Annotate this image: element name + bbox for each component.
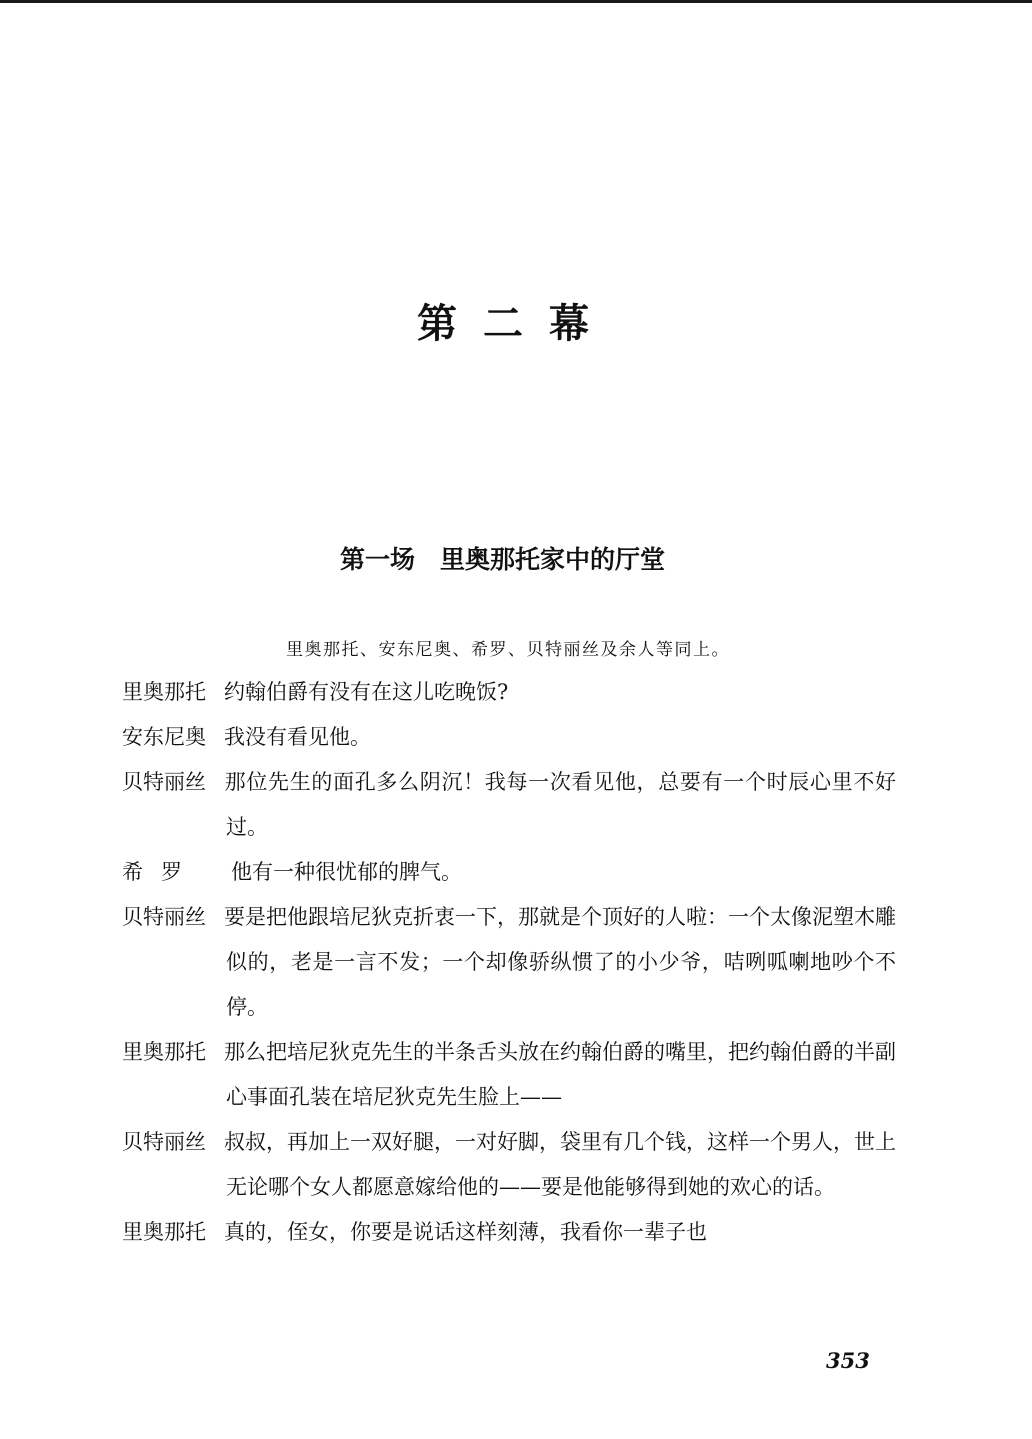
speaker-name: 贝特丽丝 <box>122 905 206 929</box>
speech-text: 叔叔，再加上一双好腿，一对好脚，袋里有几个钱，这样一个男人，世上无论哪个女人都愿意嫁给他的——要是他能够得到她的欢心的话。 <box>224 1130 896 1199</box>
speaker-name: 里奥那托 <box>122 1220 206 1244</box>
speaker-name: 贝特丽丝 <box>122 770 206 794</box>
speech-paragraph <box>122 1030 896 1120</box>
stage-direction: 里奥那托、安东尼奥、希罗、贝特丽丝及余人等同上。 <box>286 640 730 660</box>
speech-text: 他有一种很忧郁的脾气。 <box>231 860 462 884</box>
top-border-rule <box>0 0 1032 3</box>
speech-paragraph <box>122 895 896 1030</box>
speech-text: 那么把培尼狄克先生的半条舌头放在约翰伯爵的嘴里，把约翰伯爵的半副心事面孔装在培尼狄克先生脸上—— <box>224 1040 896 1109</box>
speaker-name: 安东尼奥 <box>122 725 206 749</box>
speech-paragraph <box>122 670 896 715</box>
speech-text: 要是把他跟培尼狄克折衷一下，那就是个顶好的人啦：一个太像泥塑木雕似的，老是一言不发；一个却像骄纵惯了的小少爷，咭咧呱喇地吵个不停。 <box>224 905 896 1019</box>
speech-text: 真的，侄女，你要是说话这样刻薄，我看你一辈子也 <box>224 1220 707 1244</box>
page-number: 353 <box>826 1348 870 1373</box>
speech-paragraph <box>122 760 896 850</box>
scene-title: 第一场 里奥那托家中的厅堂 <box>340 545 666 574</box>
speaker-name: 里奥那托 <box>122 680 206 704</box>
speech-paragraph <box>122 1210 896 1255</box>
speech-text: 我没有看见他。 <box>224 725 371 749</box>
speaker-name: 贝特丽丝 <box>122 1130 206 1154</box>
speech-paragraph <box>122 1120 896 1210</box>
speaker-name: 里奥那托 <box>122 1040 206 1064</box>
speech-text: 约翰伯爵有没有在这儿吃晚饭? <box>224 680 509 704</box>
speech-paragraph <box>122 715 896 760</box>
act-title: 第二幕 <box>417 300 615 347</box>
speech-paragraph <box>122 850 896 895</box>
speaker-name: 希罗 <box>122 860 200 884</box>
speech-text: 那位先生的面孔多么阴沉！我每一次看见他，总要有一个时辰心里不好过。 <box>224 770 896 839</box>
dialogue <box>122 670 896 1255</box>
